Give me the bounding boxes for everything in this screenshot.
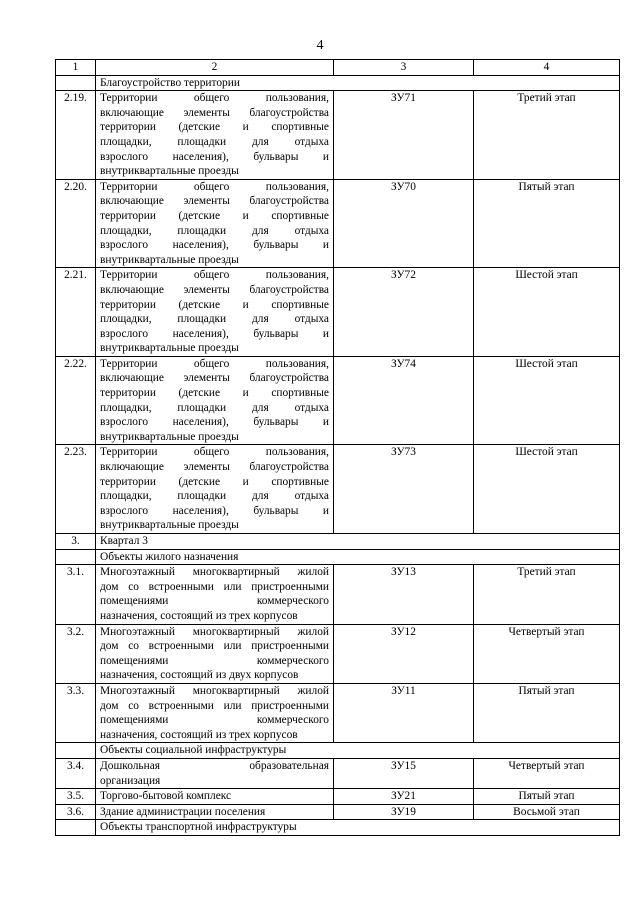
row-number: 2.23. xyxy=(56,445,96,534)
land-plot-code: ЗУ74 xyxy=(334,356,474,445)
table-row xyxy=(56,179,620,268)
table-row xyxy=(56,91,620,180)
object-name-line: включающие элементы благоустройства xyxy=(100,195,329,208)
table-header-row xyxy=(56,60,620,76)
row-number: 2.21. xyxy=(56,268,96,357)
object-name xyxy=(96,565,334,624)
object-name-line: назначения, состоящий из двух корпусов xyxy=(100,669,299,682)
object-name-line: включающие элементы благоустройства xyxy=(100,106,329,119)
row-number xyxy=(56,820,96,836)
object-name xyxy=(96,804,334,820)
land-plot-code: ЗУ12 xyxy=(334,624,474,683)
object-name-line: включающие элементы благоустройства xyxy=(100,283,329,296)
construction-stage: Восьмой этап xyxy=(474,804,620,820)
land-plot-code: ЗУ72 xyxy=(334,268,474,357)
section-title: Квартал 3 xyxy=(96,534,620,550)
construction-stage: Пятый этап xyxy=(474,789,620,805)
page-number: 4 xyxy=(316,38,324,53)
table-row xyxy=(56,356,620,445)
row-number xyxy=(56,549,96,565)
land-plot-code: ЗУ19 xyxy=(334,804,474,820)
column-header-2: 2 xyxy=(96,60,334,76)
construction-stage: Третий этап xyxy=(474,91,620,180)
land-plot-code: ЗУ21 xyxy=(334,789,474,805)
object-name-line: площадки, площадки для отдыха xyxy=(100,135,329,148)
object-name-line: внутриквартальные проезды xyxy=(100,342,239,355)
row-number: 3.6. xyxy=(56,804,96,820)
table-row xyxy=(56,789,620,805)
table-row xyxy=(56,804,620,820)
construction-stage: Третий этап xyxy=(474,565,620,624)
table-body xyxy=(56,60,620,836)
object-name-line: помещениями коммерческого xyxy=(100,595,329,608)
section-row xyxy=(56,820,620,836)
row-number: 2.22. xyxy=(56,356,96,445)
object-name xyxy=(96,683,334,742)
object-name-line: Многоэтажный многоквартирный жилой xyxy=(100,625,329,638)
object-name-line: назначения, состоящий из трех корпусов xyxy=(100,728,298,741)
object-name-line: площадки, площадки для отдыха xyxy=(100,224,329,237)
object-name-line: Территории общего пользования, xyxy=(100,446,329,459)
table-row xyxy=(56,268,620,357)
row-number: 2.20. xyxy=(56,179,96,268)
section-title: Благоустройство территории xyxy=(96,75,620,91)
object-name-line: Многоэтажный многоквартирный жилой xyxy=(100,684,329,697)
construction-stage: Четвертый этап xyxy=(474,624,620,683)
document-table xyxy=(55,59,620,836)
table-row xyxy=(56,758,620,788)
object-name-line: площадки, площадки для отдыха xyxy=(100,401,329,414)
table-row xyxy=(56,445,620,534)
row-number: 3.5. xyxy=(56,789,96,805)
row-number: 2.19. xyxy=(56,91,96,180)
land-plot-code: ЗУ71 xyxy=(334,91,474,180)
object-name-line: внутриквартальные проезды xyxy=(100,253,239,266)
object-name-line: дом со встроенными или пристроенными xyxy=(100,640,329,653)
object-name-line: внутриквартальные проезды xyxy=(100,430,239,443)
object-name xyxy=(96,91,334,180)
construction-stage: Пятый этап xyxy=(474,179,620,268)
object-name-line: дом со встроенными или пристроенными xyxy=(100,699,329,712)
table-row xyxy=(56,565,620,624)
object-name xyxy=(96,789,334,805)
column-header-4: 4 xyxy=(474,60,620,76)
section-title: Объекты транспортной инфраструктуры xyxy=(96,820,620,836)
object-name-line: взрослого населения), бульвары и xyxy=(100,504,329,517)
object-name-line: Территории общего пользования, xyxy=(100,92,329,105)
row-number: 3.2. xyxy=(56,624,96,683)
table-row xyxy=(56,683,620,742)
object-name-line: площадки, площадки для отдыха xyxy=(100,490,329,503)
object-name-line: включающие элементы благоустройства xyxy=(100,461,329,474)
object-name-line: дом со встроенными или пристроенными xyxy=(100,580,329,593)
row-number xyxy=(56,743,96,759)
construction-stage: Шестой этап xyxy=(474,445,620,534)
land-plot-code: ЗУ15 xyxy=(334,758,474,788)
column-header-1: 1 xyxy=(56,60,96,76)
object-name-line: Торгово-бытовой комплекс xyxy=(100,790,232,803)
row-number: 3.4. xyxy=(56,758,96,788)
section-title: Объекты жилого назначения xyxy=(96,549,620,565)
land-plot-code: ЗУ11 xyxy=(334,683,474,742)
row-number: 3.3. xyxy=(56,683,96,742)
object-name-line: Многоэтажный многоквартирный жилой xyxy=(100,566,329,579)
section-row xyxy=(56,534,620,550)
object-name xyxy=(96,179,334,268)
land-plot-code: ЗУ70 xyxy=(334,179,474,268)
object-name-line: назначения, состоящий из трех корпусов xyxy=(100,609,298,622)
row-number: 3.1. xyxy=(56,565,96,624)
object-name-line: внутриквартальные проезды xyxy=(100,165,239,178)
object-name-line: взрослого населения), бульвары и xyxy=(100,416,329,429)
object-name-line: взрослого населения), бульвары и xyxy=(100,327,329,340)
object-name-line: территории (детские и спортивные xyxy=(100,209,329,222)
table-row xyxy=(56,624,620,683)
object-name xyxy=(96,268,334,357)
object-name-line: площадки, площадки для отдыха xyxy=(100,313,329,326)
object-name-line: взрослого населения), бульвары и xyxy=(100,150,329,163)
land-plot-code: ЗУ13 xyxy=(334,565,474,624)
construction-stage: Шестой этап xyxy=(474,268,620,357)
construction-stage: Четвертый этап xyxy=(474,758,620,788)
land-plot-code: ЗУ73 xyxy=(334,445,474,534)
object-name-line: территории (детские и спортивные xyxy=(100,298,329,311)
object-name-line: внутриквартальные проезды xyxy=(100,519,239,532)
object-name-line: Территории общего пользования, xyxy=(100,357,329,370)
section-row xyxy=(56,743,620,759)
object-name xyxy=(96,445,334,534)
object-name-line: территории (детские и спортивные xyxy=(100,387,329,400)
object-name-line: Здание администрации поселения xyxy=(100,805,266,818)
object-name-line: Территории общего пользования, xyxy=(100,180,329,193)
object-name-line: помещениями коммерческого xyxy=(100,654,329,667)
column-header-3: 3 xyxy=(334,60,474,76)
section-row xyxy=(56,549,620,565)
object-name-line: взрослого населения), бульвары и xyxy=(100,239,329,252)
object-name xyxy=(96,758,334,788)
object-name-line: Территории общего пользования, xyxy=(100,269,329,282)
object-name xyxy=(96,356,334,445)
object-name-line: Дошкольная образовательная xyxy=(100,759,329,772)
object-name-line: территории (детские и спортивные xyxy=(100,121,329,134)
object-name xyxy=(96,624,334,683)
construction-stage: Пятый этап xyxy=(474,683,620,742)
object-name-line: территории (детские и спортивные xyxy=(100,475,329,488)
row-number: 3. xyxy=(56,534,96,550)
object-name-line: включающие элементы благоустройства xyxy=(100,372,329,385)
row-number xyxy=(56,75,96,91)
section-title: Объекты социальной инфраструктуры xyxy=(96,743,620,759)
object-name-line: помещениями коммерческого xyxy=(100,714,329,727)
object-name-line: организация xyxy=(100,774,161,787)
construction-stage: Шестой этап xyxy=(474,356,620,445)
section-row xyxy=(56,75,620,91)
